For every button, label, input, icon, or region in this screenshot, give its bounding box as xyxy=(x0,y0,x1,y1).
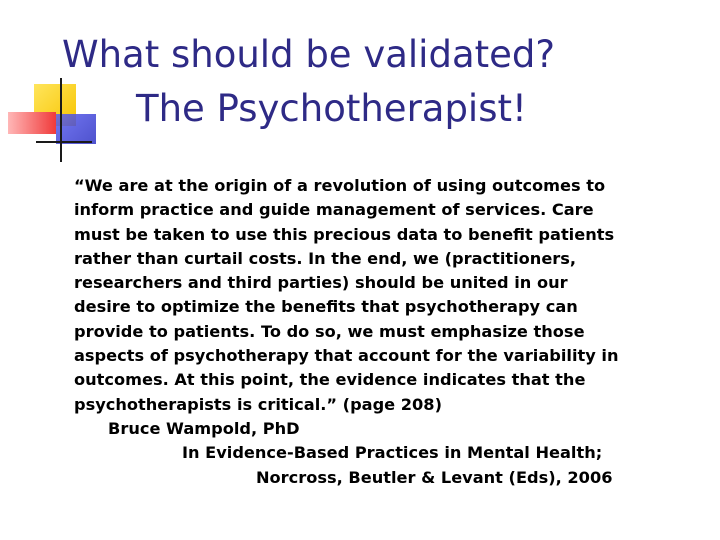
slide-title xyxy=(62,28,682,136)
quote-line: desire to optimize the benefits that psychotherapy can xyxy=(74,297,578,317)
quote-line: rather than curtail costs. In the end, we (practitioners, xyxy=(74,248,577,268)
quote-line: aspects of psychotherapy that account for the variability in xyxy=(74,346,619,366)
quote-line: psychotherapists is critical.” (page 208) xyxy=(74,394,442,414)
quote-line: provide to patients. To do so, we must emphasize those xyxy=(74,321,585,341)
quote-line: must be taken to use this precious data to benefit patients xyxy=(74,224,615,244)
title-line-2: The Psychotherapist! xyxy=(136,87,527,130)
quote-line: “We are at the origin of a revolution of using outcomes to xyxy=(74,176,606,195)
quote-line: inform practice and guide management of services. Care xyxy=(74,200,594,220)
horizontal-line-decoration xyxy=(36,141,92,143)
quote-line: outcomes. At this point, the evidence indicates that the xyxy=(74,370,586,390)
quote-author: Bruce Wampold, PhD xyxy=(108,418,300,438)
quote-source: In Evidence-Based Practices in Mental Health; xyxy=(182,443,603,463)
red-bar-decoration xyxy=(8,112,56,134)
quote-line: researchers and third parties) should be united in our xyxy=(74,273,568,293)
quote-editors: Norcross, Beutler & Levant (Eds), 2006 xyxy=(256,467,613,487)
title-line-1: What should be validated? xyxy=(62,33,556,76)
quote-block xyxy=(74,174,699,490)
